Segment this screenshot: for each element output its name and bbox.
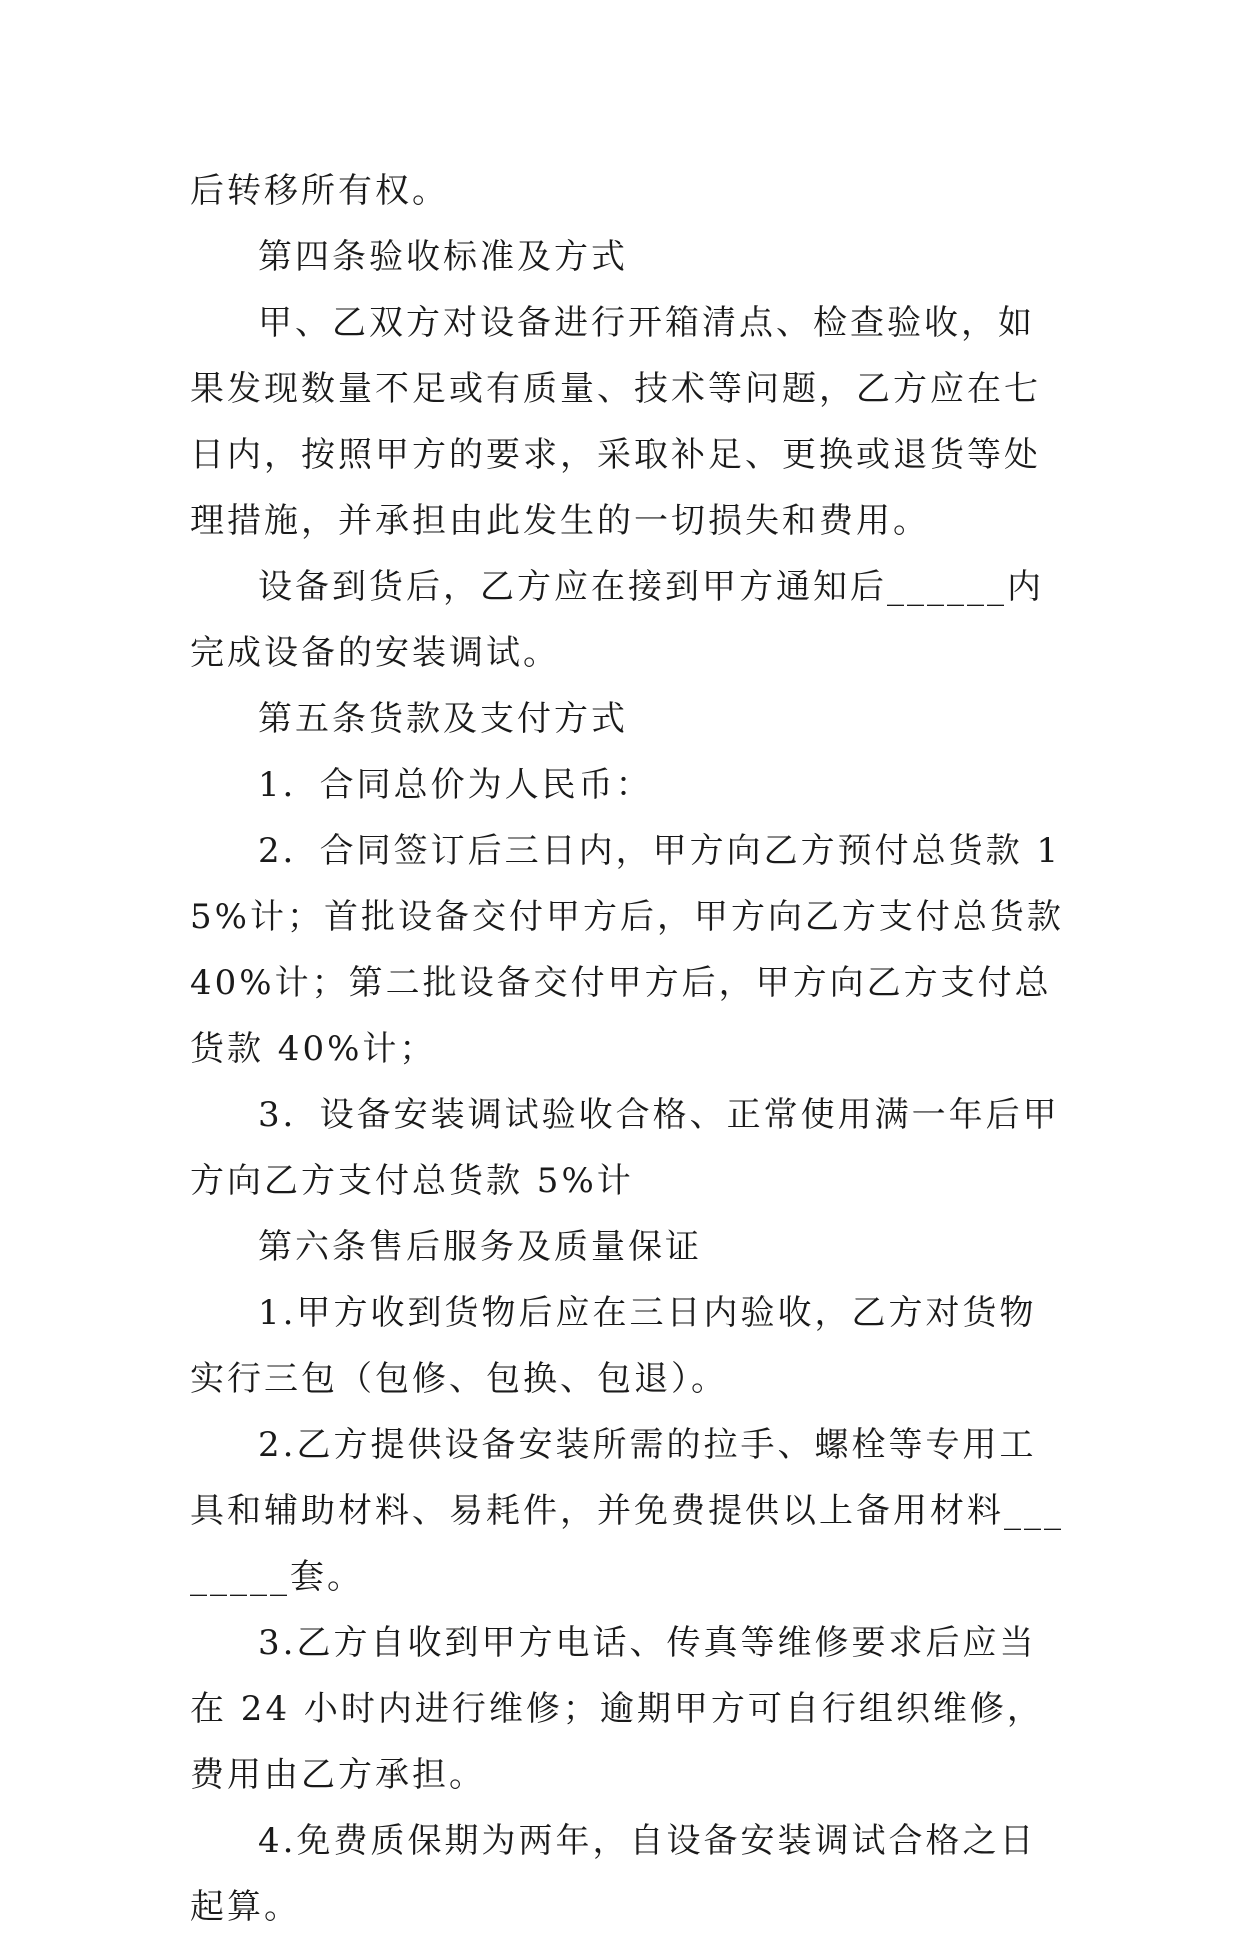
paragraph-repair-response: 3.乙方自收到甲方电话、传真等维修要求后应当在 24 小时内进行维修；逾期甲方可自行组织维修，费用由乙方承担。: [190, 1623, 1044, 1795]
paragraph-three-guarantees: 1.甲方收到货物后应在三日内验收，乙方对货物实行三包（包修、包换、包退）。: [190, 1293, 1037, 1399]
paragraph-warranty-period: 4.免费质保期为两年，自设备安装调试合格之日起算。: [190, 1821, 1037, 1927]
paragraph-payment-schedule: 2．合同签订后三日内，甲方向乙方预付总货款 15%计；首批设备交付甲方后，甲方向乙方支付总货款 40%计；第二批设备交付甲方后，甲方向乙方支付总货款 40%计；: [190, 831, 1078, 1069]
paragraph-ownership-transfer: 后转移所有权。: [190, 171, 449, 211]
heading-article-5: 第五条货款及支付方式: [258, 699, 628, 739]
paragraph-final-payment: 3．设备安装调试验收合格、正常使用满一年后甲方向乙方支付总货款 5%计: [190, 1095, 1060, 1201]
document-body: [190, 158, 1078, 1940]
paragraph-total-price: 1．合同总价为人民币：: [258, 765, 653, 805]
paragraph-installation: 设备到货后，乙方应在接到甲方通知后______内完成设备的安装调试。: [190, 567, 1044, 673]
heading-article-4: 第四条验收标准及方式: [258, 237, 628, 277]
heading-article-6: 第六条售后服务及质量保证: [258, 1227, 702, 1267]
paragraph-inspection: 甲、乙双方对设备进行开箱清点、检查验收，如果发现数量不足或有质量、技术等问题，乙方应在七日内，按照甲方的要求，采取补足、更换或退货等处理措施，并承担由此发生的一切损失和费用。: [190, 303, 1041, 541]
paragraph-tools-materials: 2.乙方提供设备安装所需的拉手、螺栓等专用工具和辅助材料、易耗件，并免费提供以上备用材料________套。: [190, 1425, 1064, 1597]
